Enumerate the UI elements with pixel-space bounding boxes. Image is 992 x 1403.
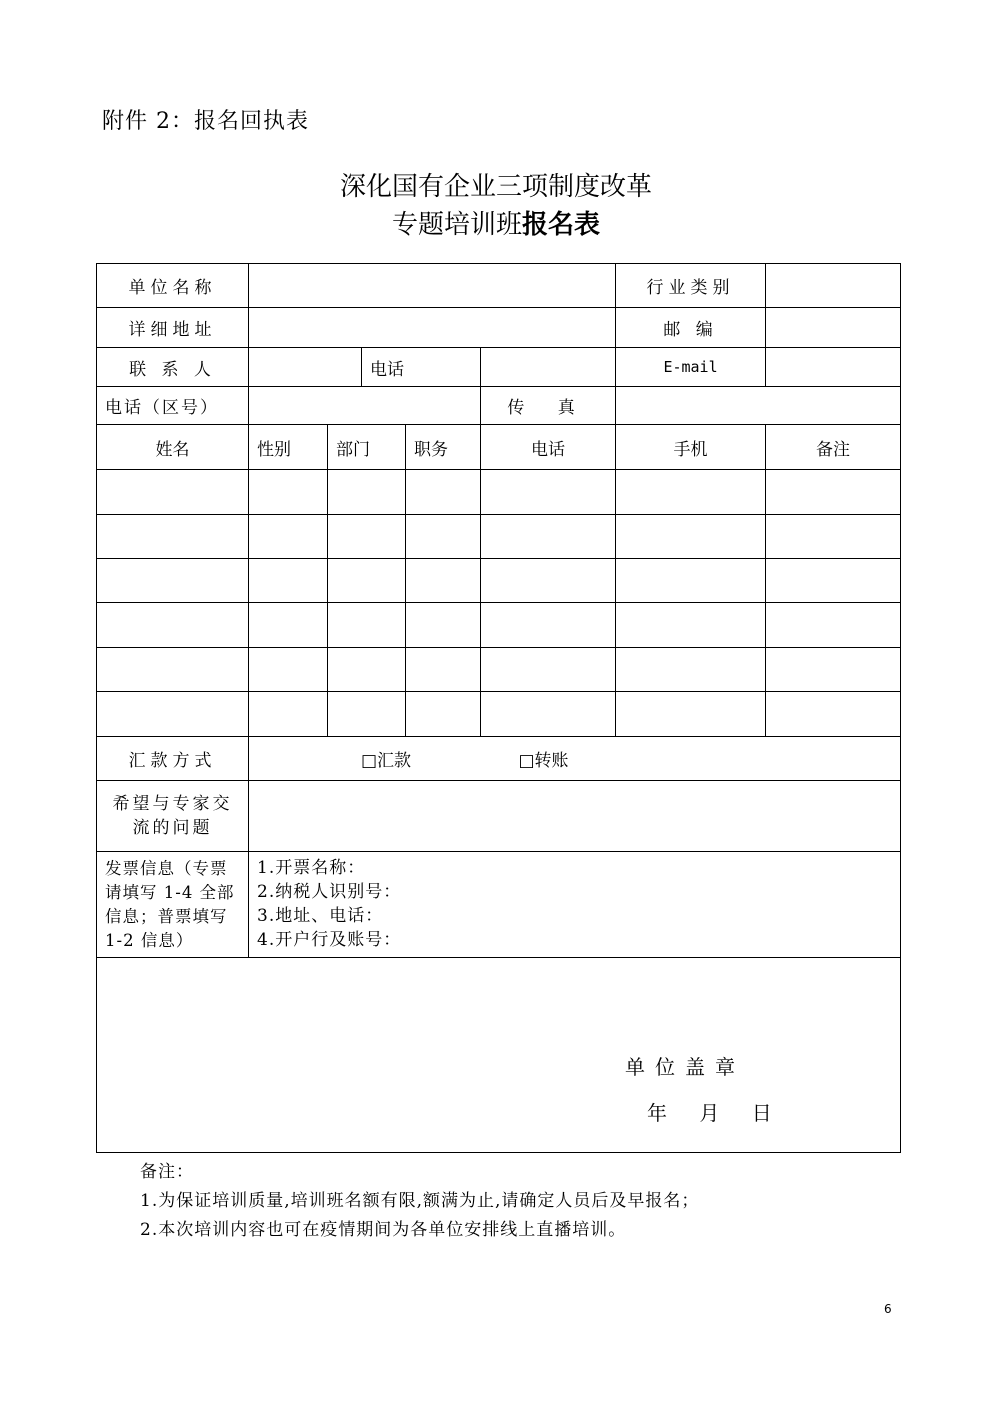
col-header-position: 职务	[406, 425, 481, 470]
form-title-line2	[0, 204, 992, 241]
cell-remark[interactable]	[766, 692, 901, 737]
cell-department[interactable]	[328, 515, 406, 559]
cell-phone[interactable]	[481, 559, 616, 603]
row-questions	[97, 781, 901, 852]
payment-options	[249, 737, 901, 781]
cell-gender[interactable]	[249, 470, 328, 515]
table-row	[97, 648, 901, 692]
table-row	[97, 515, 901, 559]
cell-remark[interactable]	[766, 648, 901, 692]
cell-name[interactable]	[97, 470, 249, 515]
cell-position[interactable]	[406, 603, 481, 648]
area-phone-label: 电话（区号）	[97, 387, 249, 425]
seal-label: 单位盖章	[625, 1055, 745, 1079]
cell-name[interactable]	[97, 692, 249, 737]
notes-heading: 备注：	[140, 1162, 194, 1182]
title-prefix: 专题培训班	[391, 210, 522, 240]
row-area-phone	[97, 387, 901, 425]
date-line	[647, 1097, 772, 1126]
cell-mobile[interactable]	[616, 692, 766, 737]
cell-remark[interactable]	[766, 603, 901, 648]
row-payment	[97, 737, 901, 781]
fax-label: 传 真	[481, 387, 616, 425]
phone-label: 电话	[362, 348, 481, 387]
cell-remark[interactable]	[766, 515, 901, 559]
col-header-gender: 性别	[249, 425, 328, 470]
cell-gender[interactable]	[249, 603, 328, 648]
cell-gender[interactable]	[249, 559, 328, 603]
fax-input[interactable]	[616, 387, 901, 425]
address-label: 详细地址	[97, 308, 249, 348]
industry-input[interactable]	[766, 264, 901, 308]
signature-area	[97, 958, 901, 1153]
cell-gender[interactable]	[249, 515, 328, 559]
cell-mobile[interactable]	[616, 470, 766, 515]
phone-input[interactable]	[481, 348, 616, 387]
payment-transfer-checkbox[interactable]: □转账	[518, 751, 569, 771]
cell-department[interactable]	[328, 559, 406, 603]
payment-label: 汇款方式	[97, 737, 249, 781]
invoice-line-bank[interactable]: 4.开户行及账号：	[257, 930, 402, 950]
payment-remittance-checkbox[interactable]: □汇款	[361, 751, 412, 771]
cell-position[interactable]	[406, 648, 481, 692]
form-title-line1: 深化国有企业三项制度改革	[339, 172, 652, 202]
notes-line-2: 2.本次培训内容也可在疫情期间为各单位安排线上直播培训。	[140, 1220, 627, 1240]
area-phone-input[interactable]	[249, 387, 481, 425]
cell-remark[interactable]	[766, 470, 901, 515]
address-input[interactable]	[249, 308, 616, 348]
invoice-line-taxid[interactable]: 2.纳税人识别号：	[257, 882, 402, 902]
row-unit	[97, 264, 901, 308]
cell-position[interactable]	[406, 470, 481, 515]
col-header-remark: 备注	[766, 425, 901, 470]
cell-phone[interactable]	[481, 515, 616, 559]
cell-department[interactable]	[328, 470, 406, 515]
notes-line-1: 1.为保证培训质量,培训班名额有限,额满为止,请确定人员后及早报名；	[140, 1191, 700, 1211]
row-address	[97, 308, 901, 348]
cell-name[interactable]	[97, 648, 249, 692]
cell-mobile[interactable]	[616, 559, 766, 603]
invoice-line-address[interactable]: 3.地址、电话：	[257, 906, 384, 926]
cell-department[interactable]	[328, 692, 406, 737]
cell-position[interactable]	[406, 559, 481, 603]
unit-name-label: 单位名称	[97, 264, 249, 308]
col-header-phone: 电话	[481, 425, 616, 470]
title-bold: 报名表	[522, 210, 601, 240]
unit-name-input[interactable]	[249, 264, 616, 308]
row-invoice	[97, 852, 901, 958]
table-row	[97, 692, 901, 737]
notes-section	[140, 1158, 699, 1245]
cell-remark[interactable]	[766, 559, 901, 603]
email-input[interactable]	[766, 348, 901, 387]
cell-mobile[interactable]	[616, 648, 766, 692]
table-row	[97, 470, 901, 515]
invoice-line-title[interactable]: 1.开票名称：	[257, 858, 366, 878]
email-label: E-mail	[616, 348, 766, 387]
cell-department[interactable]	[328, 648, 406, 692]
question-input[interactable]	[249, 781, 901, 852]
page-number: 6	[884, 1302, 892, 1316]
invoice-fields	[249, 852, 901, 958]
row-column-headers	[97, 425, 901, 470]
row-signature	[97, 958, 901, 1153]
postcode-input[interactable]	[766, 308, 901, 348]
question-label: 希望与专家交流的问题	[97, 781, 249, 852]
table-row	[97, 559, 901, 603]
date-year: 年	[647, 1101, 667, 1125]
contact-input[interactable]	[249, 348, 362, 387]
date-day: 日	[751, 1101, 772, 1125]
col-header-name: 姓名	[97, 425, 249, 470]
cell-name[interactable]	[97, 603, 249, 648]
cell-name[interactable]	[97, 515, 249, 559]
table-row	[97, 603, 901, 648]
attachment-label: 附件 2：报名回执表	[102, 109, 309, 134]
cell-position[interactable]	[406, 692, 481, 737]
cell-phone[interactable]	[481, 470, 616, 515]
cell-phone[interactable]	[481, 603, 616, 648]
cell-gender[interactable]	[249, 692, 328, 737]
contact-label: 联 系 人	[97, 348, 249, 387]
industry-label: 行业类别	[616, 264, 766, 308]
cell-position[interactable]	[406, 515, 481, 559]
cell-mobile[interactable]	[616, 515, 766, 559]
cell-department[interactable]	[328, 603, 406, 648]
invoice-label: 发票信息（专票请填写 1-4 全部信息；普票填写 1-2 信息）	[97, 852, 249, 958]
cell-phone[interactable]	[481, 692, 616, 737]
registration-form-table	[96, 263, 901, 1153]
cell-phone[interactable]	[481, 648, 616, 692]
cell-gender[interactable]	[249, 648, 328, 692]
row-contact	[97, 348, 901, 387]
postcode-label: 邮 编	[616, 308, 766, 348]
col-header-mobile: 手机	[616, 425, 766, 470]
col-header-department: 部门	[328, 425, 406, 470]
cell-name[interactable]	[97, 559, 249, 603]
date-month: 月	[699, 1101, 720, 1125]
cell-mobile[interactable]	[616, 603, 766, 648]
